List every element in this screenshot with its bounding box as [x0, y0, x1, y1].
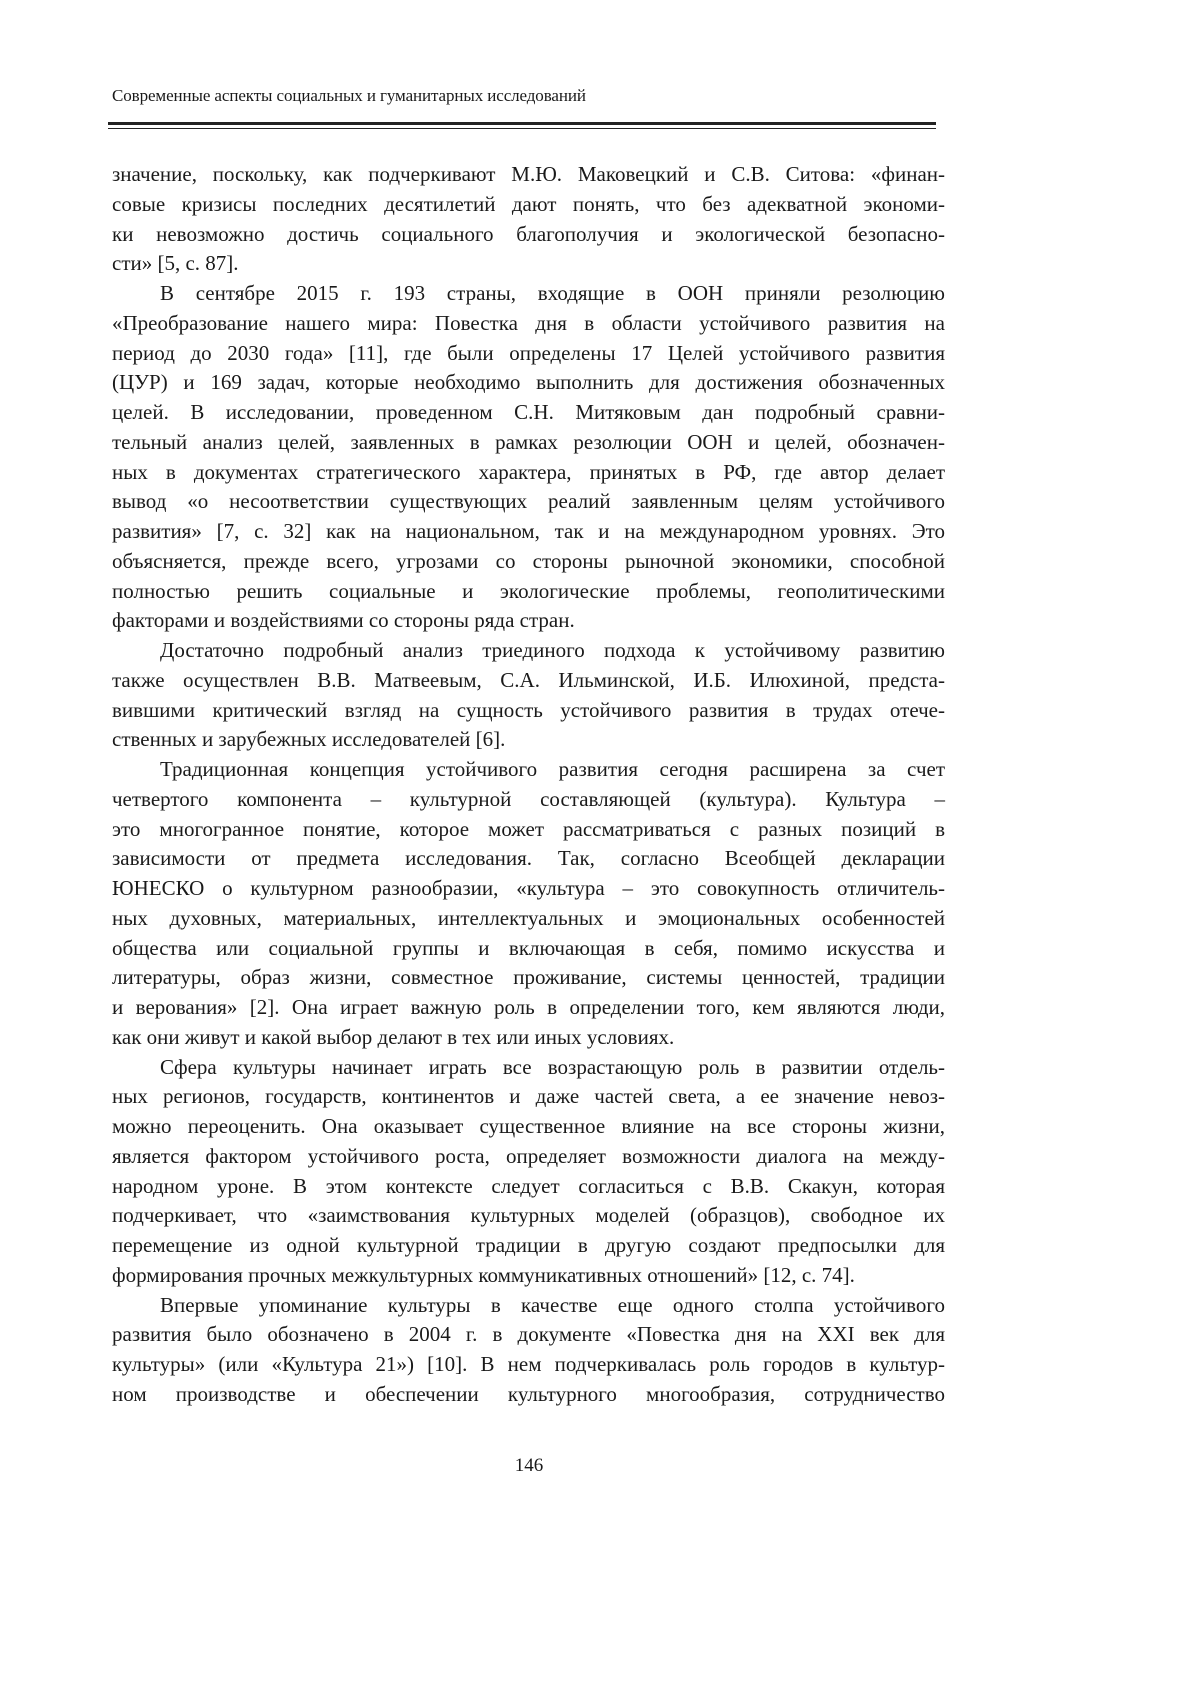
text-line: совые кризисы последних десятилетий дают понять, что без адекватной экономи- [112, 191, 945, 216]
running-header: Современные аспекты социальных и гуманитарных исследований [112, 86, 586, 105]
text-line: сти» [5, с. 87]. [112, 251, 239, 276]
text-line: Сфера культуры начинает играть все возрастающую роль в развитии отдель- [160, 1054, 945, 1079]
text-line: Традиционная концепция устойчивого развития сегодня расширена за счет [160, 757, 945, 781]
text-line: тельный анализ целей, заявленных в рамках резолюции ООН и целей, обозначен- [112, 429, 945, 454]
text-line: Впервые упоминание культуры в качестве еще одного столпа устойчивого [160, 1292, 945, 1317]
paragraph [112, 755, 945, 1053]
text-line: и верования» [2]. Она играет важную роль в определении того, кем являются люди, [112, 995, 945, 1019]
text-line: это многогранное понятие, которое может рассматриваться с разных позиций в [112, 816, 945, 841]
text-line: является фактором устойчивого роста, определяет возможности диалога на между- [112, 1143, 945, 1168]
text-line: значение, поскольку, как подчеркивают М.Ю. Маковецкий и С.В. Ситова: «финан- [112, 162, 945, 186]
text-line: вившими критический взгляд на сущность устойчивого развития в трудах отече- [112, 697, 945, 722]
paragraph [112, 636, 945, 755]
text-line: развития» [7, с. 32] как на национальном, так и на международном уровнях. Это [112, 519, 945, 543]
text-line: также осуществлен В.В. Матвеевым, С.А. Ильминской, И.Б. Илюхиной, предста- [112, 667, 945, 692]
text-line: ном производстве и обеспечении культурного многообразия, сотрудничество [112, 1381, 945, 1406]
text-line: ственных и зарубежных исследователей [6]. [112, 727, 506, 752]
article-body [112, 160, 945, 1410]
text-line: В сентябре 2015 г. 193 страны, входящие в ООН приняли резолюцию [160, 281, 945, 305]
text-line: общества или социальной группы и включающая в себя, помимо искусства и [112, 935, 945, 960]
text-line: (ЦУР) и 169 задач, которые необходимо выполнить для достижения обозначенных [112, 370, 945, 395]
text-line: можно переоценить. Она оказывает существенное влияние на все стороны жизни, [112, 1114, 945, 1138]
text-line: «Преобразование нашего мира: Повестка дня в области устойчивого развития на [112, 310, 945, 335]
text-line: ЮНЕСКО о культурном разнообразии, «культура – это совокупность отличитель- [112, 876, 945, 900]
text-line: Достаточно подробный анализ триединого подхода к устойчивому развитию [160, 638, 945, 662]
text-line: ки невозможно достичь социального благополучия и экологической безопасно- [112, 221, 945, 246]
text-line: формирования прочных межкультурных коммуникативных отношений» [12, с. 74]. [112, 1262, 855, 1287]
text-line: ных регионов, государств, континентов и даже частей света, а ее значение невоз- [112, 1084, 945, 1109]
text-line: факторами и воздействиями со стороны ряда стран. [112, 608, 575, 633]
paragraph [112, 1291, 945, 1410]
paragraph [112, 160, 945, 279]
text-line: ных в документах стратегического характера, принятых в РФ, где автор делает [112, 459, 945, 484]
text-line: как они живут и какой выбор делают в тех или иных условиях. [112, 1024, 675, 1049]
text-line: объясняется, прежде всего, угрозами со стороны рыночной экономики, способной [112, 548, 945, 573]
header-double-rule [108, 122, 936, 132]
text-line: народном уроне. В этом контексте следует согласиться с В.В. Скакун, которая [112, 1173, 945, 1198]
text-line: вывод «о несоответствии существующих реалий заявленным целям устойчивого [112, 489, 945, 514]
text-line: подчеркивает, что «заимствования культурных моделей (образцов), свободное их [112, 1203, 945, 1228]
text-line: развития было обозначено в 2004 г. в документе «Повестка дня на XXI век для [112, 1322, 945, 1347]
text-line: перемещение из одной культурной традиции в другую создают предпосылки для [112, 1233, 945, 1257]
text-line: целей. В исследовании, проведенном С.Н. Митяковым дан подробный сравни- [112, 400, 945, 424]
paragraph [112, 1053, 945, 1291]
page-number: 146 [514, 1455, 544, 1476]
text-line: ных духовных, материальных, интеллектуальных и эмоциональных особенностей [112, 905, 945, 930]
text-line: зависимости от предмета исследования. Так, согласно Всеобщей декларации [112, 846, 945, 871]
text-line: полностью решить социальные и экологические проблемы, геополитическими [112, 578, 945, 603]
text-line: период до 2030 года» [11], где были определены 17 Целей устойчивого развития [112, 340, 945, 365]
text-line: литературы, образ жизни, совместное проживание, системы ценностей, традиции [112, 965, 945, 990]
paragraph [112, 279, 945, 636]
text-line: культуры» (или «Культура 21») [10]. В нем подчеркивалась роль городов в культур- [112, 1352, 945, 1376]
text-line: четвертого компонента – культурной составляющей (культура). Культура – [112, 786, 945, 811]
